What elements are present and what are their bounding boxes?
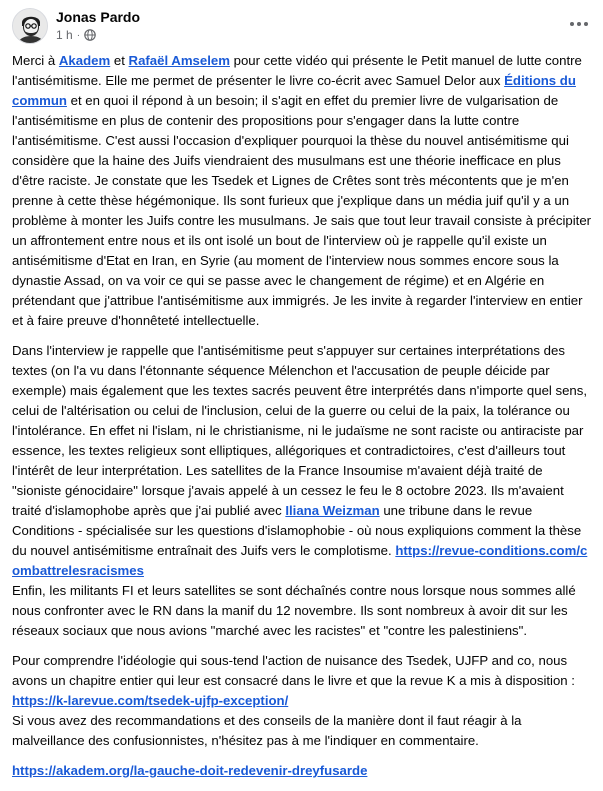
post-meta xyxy=(56,28,96,42)
iliana-weizman-link[interactable]: Iliana Weizman xyxy=(285,503,380,518)
post-time[interactable]: 1 h xyxy=(56,28,73,42)
meta-separator: · xyxy=(76,29,81,41)
text: et en quoi il répond à un besoin; il s'agit en effet du premier livre de vulgarisation de l'antisémitisme en plus de contenir des propositions pour s'engager dans la lutte contre l'antisémitisme. C'est aussi l'occasion d'expliquer pourquoi la thèse du nouvel antisémitisme qui considère que la haine des Juifs viendraient des musulmans est une théorie inefficace en plus d'être raciste. Je constate que les Tsedek et Lignes de Crêtes sont très mécontents que je m'en prenne à cette thèse hégémonique. Ils sont furieux que j'explique dans un média juif qu'il y a un problème à monter les Juifs contre les musulmans. Je sais que tout leur travail consiste à précipiter un affrontement entre nous et ils ont isolé un bout de l'interview où je rappelle qu'il existe un antisémitisme d'Etat en Iran, en Syrie (au moment de l'interview nous sommes encore sous la dynastie Assad, on va voir ce qui se passe avec le changement de régime) et en Algérie en prétendant que j'attribue l'antisémitisme aux immigrés. Je les invite à regarder l'interview en entier et à faire preuve d'honnêteté intellectuelle. xyxy=(12,93,592,328)
akadem-article-link[interactable]: https://akadem.org/la-gauche-doit-redevenir-dreyfusarde xyxy=(12,763,368,778)
text: Si vous avez des recommandations et des conseils de la manière dont il faut réagir à la malveillance des confusionnistes, n'hésitez pas à me l'indiquer en commentaire. xyxy=(12,713,522,748)
avatar[interactable] xyxy=(12,8,48,44)
post-header xyxy=(0,0,603,50)
globe-icon[interactable] xyxy=(84,29,96,41)
text: Dans l'interview je rappelle que l'antisémitisme peut s'appuyer sur certaines interprétations des textes (on l'a vu dans l'étonnante séquence Mélenchon et l'accusation de peuple déicide par exemple) mais également que les textes sacrés peuvent être interprétés dans n'importe quel sens, celui de l'altérisation ou celui de l'inclusion, celui de la guerre ou celui de la paix, la tolérance ou l'intolérance. En effet ni l'islam, ni le christianisme, ni le judaïsme ne sont raciste ou antiraciste par essence, les textes religieux sont elliptiques, allégoriques et contradictoires, c'est d'ailleurs tout l'intérêt de leur interprétation. Les satellites de la France Insoumise m'avaient déjà traité de "sioniste génocidaire" lorsque j'avais appelé à un cessez le feu le 8 octobre 2023. Ils m'avaient traité d'islamophobe après que j'ai publié avec xyxy=(12,343,588,518)
paragraph-4 xyxy=(12,761,594,781)
rafael-amselem-link[interactable]: Rafaël Amselem xyxy=(128,53,230,68)
more-options-button[interactable] xyxy=(565,12,593,36)
paragraph-3 xyxy=(12,651,594,751)
editions-du-commun-link[interactable]: Éditions du commun xyxy=(12,73,576,108)
paragraph-1 xyxy=(12,51,594,331)
text: Pour comprendre l'idéologie qui sous-tend l'action de nuisance des Tsedek, UJFP and co, nous avons un chapitre entier qui leur est consacré dans le livre et que la revue K a mis à disposition : xyxy=(12,653,575,688)
text: et xyxy=(110,53,129,68)
k-larevue-link[interactable]: https://k-larevue.com/tsedek-ujfp-exception/ xyxy=(12,693,289,708)
text: Enfin, les militants FI et leurs satellites se sont déchaînés contre nous lorsque nous sommes allé nous confronter avec le RN dans la manif du 12 novembre. Ils sont nombreux à avoir dit sur les réseaux sociaux que nous avions "marché avec les racistes" et "contre les palestiniens". xyxy=(12,583,576,638)
author-name[interactable]: Jonas Pardo xyxy=(56,9,141,25)
text: Merci à xyxy=(12,53,59,68)
post-body xyxy=(12,51,594,791)
text: pour cette vidéo qui présente le Petit manuel de lutte contre l'antisémitisme. Elle me permet de présenter le livre co-écrit avec Samuel Delor aux xyxy=(12,53,582,88)
revue-conditions-link[interactable]: https://revue-conditions.com/combattrelesracismes xyxy=(12,543,588,578)
akadem-link[interactable]: Akadem xyxy=(58,53,111,68)
text: une tribune dans le revue Conditions - spécialisée sur les questions d'islamophobie - où nous expliquions comment la thèse du nouvel antisémitisme entraînait des Juifs vers le complotisme. xyxy=(12,503,582,558)
paragraph-2 xyxy=(12,341,594,641)
more-horizontal-icon xyxy=(569,21,589,27)
profile-photo-icon xyxy=(13,9,48,44)
